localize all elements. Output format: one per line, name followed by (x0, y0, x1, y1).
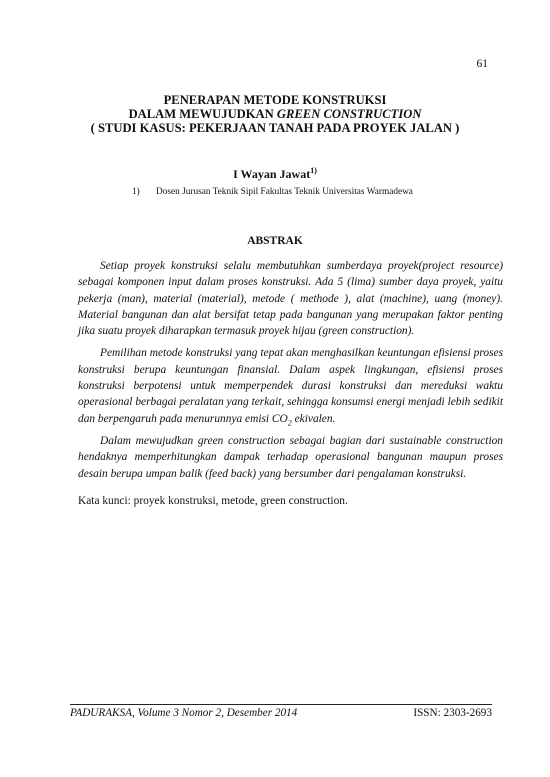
title-line-2-italic: GREEN CONSTRUCTION (276, 107, 422, 121)
author (0, 167, 550, 182)
title-line-3: ( STUDI KASUS: PEKERJAAN TANAH PADA PROYEK JALAN ) (90, 121, 460, 135)
co2-subscript: 2 (287, 417, 292, 427)
affiliation-number: 1) (132, 187, 140, 197)
title-line-2 (0, 107, 550, 121)
abstract-paragraph-2-text: Pemilihan metode konstruksi yang tepat akan menghasilkan keuntungan efisiensi proses konstruksi berupa keuntungan finansial. Dalam aspek lingkungan, efisiensi proses konstruksi berpotensi untuk memperpendek durasi konstruksi dan mereduksi waktu operasional berbagai peralatan yang terkait, sehingga konsumsi energi menjadi lebih sedikit dan berpengaruh pada menurunnya emisi CO (78, 347, 503, 425)
affiliation-text: Dosen Jurusan Teknik Sipil Fakultas Teknik Universitas Warmadewa (156, 187, 413, 197)
footer-issn: ISSN: 2303-2693 (413, 707, 492, 719)
author-name: I Wayan Jawat (233, 167, 311, 181)
footer-divider (70, 704, 492, 705)
abstract-paragraph-3: Dalam mewujudkan green construction sebagai bagian dari sustainable construction hendaknya memperhitungkan dampak terhadap operasional bangunan maupun proses desain berupa umpan balik (feed back) yang bersumber dari pengalaman konstruksi. (78, 434, 503, 480)
title-line-2-prefix: DALAM MEWUJUDKAN (128, 107, 277, 121)
abstract-body (78, 258, 503, 488)
title-line-1: PENERAPAN METODE KONSTRUKSI (163, 93, 387, 107)
affiliation (132, 187, 413, 197)
abstract-paragraph-2-end: ekivalen. (291, 412, 336, 425)
abstract-paragraph-2 (78, 345, 503, 426)
footer-journal: PADURAKSA, Volume 3 Nomor 2, Desember 2014 (70, 707, 298, 719)
paper-title (0, 93, 550, 135)
page-number: 61 (476, 58, 488, 70)
abstract-heading: ABSTRAK (247, 235, 303, 247)
abstract-paragraph-1: Setiap proyek konstruksi selalu membutuhkan sumberdaya proyek(project resource) sebagai komponen input dalam proses konstruksi. Ada 5 (lima) sumber daya proyek, yaitu pekerja (man), material (material), metode ( methode ), alat (machine), uang (money). Material bangunan dan alat bersifat tetap pada bangunan yang merupakan faktor penting jika suatu proyek diharapkan termasuk proyek hijau (green construction). (78, 260, 503, 338)
keywords: Kata kunci: proyek konstruksi, metode, green construction. (78, 495, 348, 507)
author-mark: 1) (310, 166, 317, 175)
